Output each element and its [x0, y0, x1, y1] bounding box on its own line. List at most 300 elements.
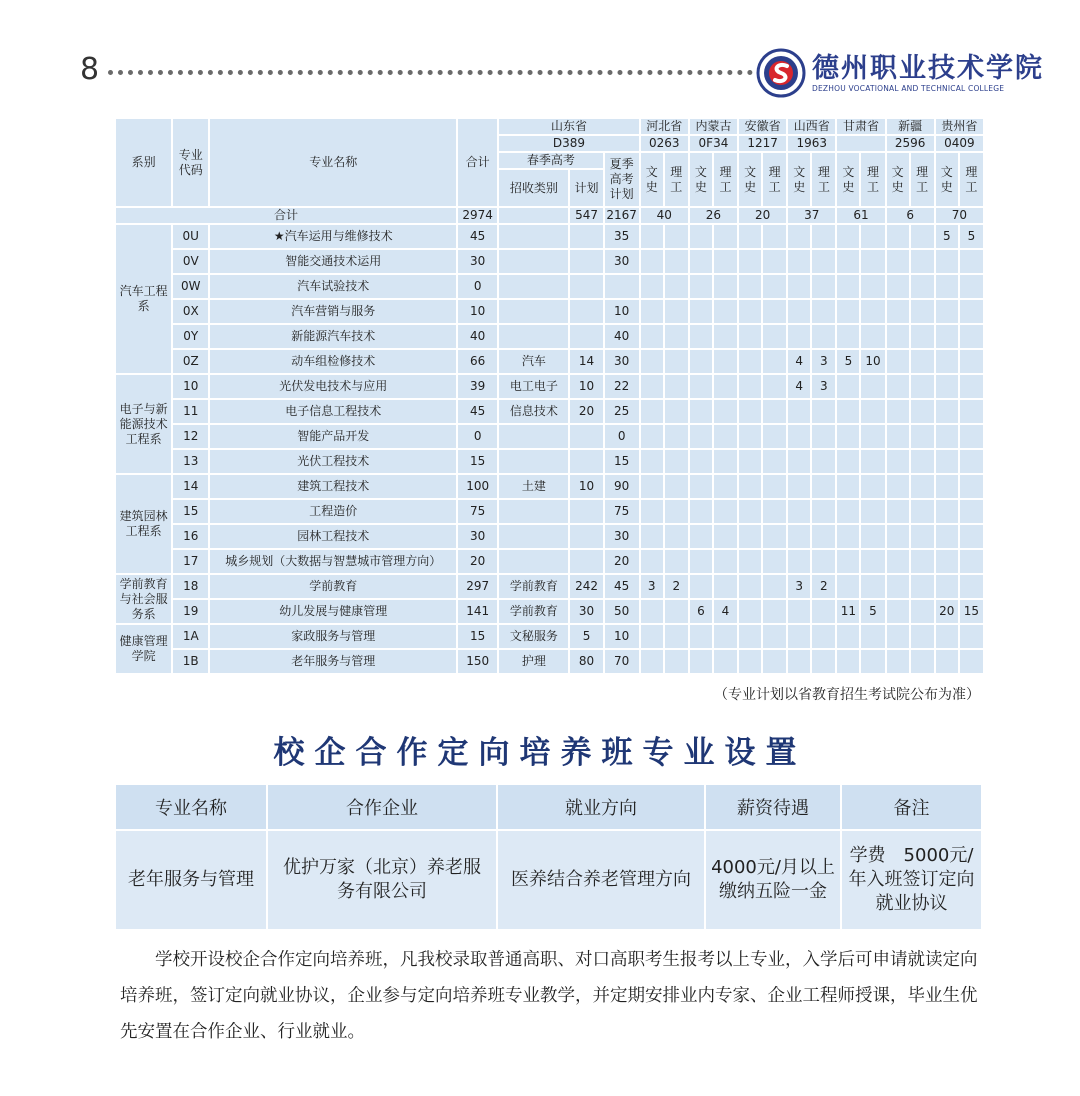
- summer-plan-cell: 22: [604, 374, 640, 399]
- province-plan-cell: [910, 249, 935, 274]
- province-plan-cell: [689, 499, 713, 524]
- province-plan-cell: [762, 624, 787, 649]
- province-plan-cell: 11: [836, 599, 860, 624]
- header-ligong: 理工: [664, 152, 689, 207]
- province-plan-cell: [738, 349, 762, 374]
- province-plan-cell: [836, 624, 860, 649]
- province-plan-cell: [664, 224, 689, 249]
- header-code: 专业代码: [172, 118, 209, 207]
- major-name-cell: 智能产品开发: [209, 424, 457, 449]
- plan-row: [115, 624, 984, 649]
- header-ligong: 理工: [860, 152, 885, 207]
- province-plan-cell: [935, 499, 959, 524]
- plan-row: [115, 249, 984, 274]
- province-plan-cell: [836, 299, 860, 324]
- coop-section-title: 校企合作定向培养班专业设置: [273, 735, 807, 771]
- major-total-cell: 100: [457, 474, 498, 499]
- header-shandong-code: D389: [498, 135, 639, 152]
- plan-row: [115, 449, 984, 474]
- province-plan-cell: [664, 324, 689, 349]
- province-plan-cell: [738, 524, 762, 549]
- province-plan-cell: [910, 474, 935, 499]
- dept-cell: 建筑园林工程系: [115, 474, 172, 574]
- province-plan-cell: [664, 349, 689, 374]
- province-plan-cell: [935, 399, 959, 424]
- province-plan-cell: [935, 374, 959, 399]
- province-plan-cell: [860, 224, 885, 249]
- province-plan-cell: [910, 274, 935, 299]
- spring-category-cell: 电工电子: [498, 374, 569, 399]
- spring-category-cell: 文秘服务: [498, 624, 569, 649]
- header-ligong: 理工: [713, 152, 738, 207]
- province-plan-cell: [640, 649, 664, 674]
- province-plan-cell: [886, 624, 910, 649]
- province-plan-cell: [787, 299, 811, 324]
- major-total-cell: 10: [457, 299, 498, 324]
- province-plan-cell: [959, 474, 984, 499]
- province-plan-cell: [935, 324, 959, 349]
- province-plan-cell: [935, 649, 959, 674]
- spring-category-cell: [498, 274, 569, 299]
- plan-row: [115, 324, 984, 349]
- province-plan-cell: [959, 324, 984, 349]
- province-plan-cell: [762, 449, 787, 474]
- header-wenshi: 文史: [738, 152, 762, 207]
- header-province-6: 贵州省: [935, 118, 984, 135]
- major-total-cell: 0: [457, 424, 498, 449]
- province-plan-cell: [959, 399, 984, 424]
- plan-row: [115, 299, 984, 324]
- province-plan-cell: [910, 299, 935, 324]
- province-plan-cell: [689, 274, 713, 299]
- plan-note: （专业计划以省教育招生考试院公布为准）: [714, 687, 980, 703]
- major-total-cell: 20: [457, 549, 498, 574]
- province-plan-cell: [762, 599, 787, 624]
- major-code-cell: 12: [172, 424, 209, 449]
- header-dotted-rule: [108, 70, 753, 75]
- province-plan-cell: [836, 549, 860, 574]
- spring-plan-cell: 30: [569, 599, 603, 624]
- province-plan-cell: [836, 649, 860, 674]
- summer-plan-cell: 50: [604, 599, 640, 624]
- province-plan-cell: [811, 249, 836, 274]
- province-plan-cell: [787, 249, 811, 274]
- province-plan-cell: [762, 374, 787, 399]
- province-plan-cell: [959, 524, 984, 549]
- province-plan-cell: [836, 324, 860, 349]
- province-plan-cell: [713, 549, 738, 574]
- province-plan-cell: [935, 274, 959, 299]
- province-plan-cell: [935, 474, 959, 499]
- header-spring: 春季高考: [498, 152, 603, 169]
- coop-header-row: [115, 784, 982, 830]
- plan-row: [115, 224, 984, 249]
- province-plan-cell: [664, 649, 689, 674]
- province-plan-cell: [935, 524, 959, 549]
- header-province-code-6: 0409: [935, 135, 984, 152]
- province-plan-cell: [787, 624, 811, 649]
- province-plan-cell: [860, 449, 885, 474]
- province-plan-cell: [935, 299, 959, 324]
- province-plan-cell: 2: [664, 574, 689, 599]
- province-plan-cell: [910, 224, 935, 249]
- province-plan-cell: [640, 424, 664, 449]
- summer-plan-cell: 30: [604, 249, 640, 274]
- enrollment-plan-table: [114, 117, 985, 675]
- province-plan-cell: [811, 499, 836, 524]
- college-name-en: DEZHOU VOCATIONAL AND TECHNICAL COLLEGE: [812, 83, 1005, 93]
- province-plan-cell: [689, 399, 713, 424]
- province-plan-cell: [762, 399, 787, 424]
- province-plan-cell: [664, 249, 689, 274]
- spring-plan-cell: [569, 549, 603, 574]
- province-plan-cell: [886, 249, 910, 274]
- province-plan-cell: 10: [860, 349, 885, 374]
- province-plan-cell: [640, 224, 664, 249]
- province-plan-cell: [886, 474, 910, 499]
- header-province-code-2: 1217: [738, 135, 787, 152]
- coop-cell-direction: 医养结合养老管理方向: [497, 830, 705, 930]
- total-row-province-6: 70: [935, 207, 984, 224]
- province-plan-cell: 5: [959, 224, 984, 249]
- coop-header-direction: 就业方向: [497, 784, 705, 830]
- spring-plan-cell: 80: [569, 649, 603, 674]
- province-plan-cell: [959, 274, 984, 299]
- total-row-province-2: 20: [738, 207, 787, 224]
- header-wenshi: 文史: [640, 152, 664, 207]
- province-plan-cell: [738, 649, 762, 674]
- spring-category-cell: 土建: [498, 474, 569, 499]
- major-code-cell: 0V: [172, 249, 209, 274]
- province-plan-cell: [959, 574, 984, 599]
- summer-plan-cell: 40: [604, 324, 640, 349]
- spring-category-cell: [498, 299, 569, 324]
- province-plan-cell: [738, 249, 762, 274]
- major-total-cell: 15: [457, 449, 498, 474]
- province-plan-cell: [738, 224, 762, 249]
- province-plan-cell: [886, 549, 910, 574]
- province-plan-cell: [738, 549, 762, 574]
- province-plan-cell: [886, 599, 910, 624]
- major-code-cell: 0Y: [172, 324, 209, 349]
- plan-row: [115, 474, 984, 499]
- province-plan-cell: [787, 399, 811, 424]
- major-name-cell: 动车组检修技术: [209, 349, 457, 374]
- province-plan-cell: [886, 574, 910, 599]
- province-plan-cell: [713, 424, 738, 449]
- major-total-cell: 141: [457, 599, 498, 624]
- province-plan-cell: [689, 224, 713, 249]
- major-name-cell: 汽车营销与服务: [209, 299, 457, 324]
- major-total-cell: 75: [457, 499, 498, 524]
- plan-row: [115, 524, 984, 549]
- province-plan-cell: 3: [811, 349, 836, 374]
- province-plan-cell: 5: [935, 224, 959, 249]
- summer-plan-cell: 30: [604, 524, 640, 549]
- major-code-cell: 16: [172, 524, 209, 549]
- province-plan-cell: [787, 649, 811, 674]
- province-plan-cell: [664, 299, 689, 324]
- province-plan-cell: [664, 374, 689, 399]
- major-code-cell: 0X: [172, 299, 209, 324]
- province-plan-cell: [787, 449, 811, 474]
- province-plan-cell: [787, 224, 811, 249]
- summer-plan-cell: 0: [604, 424, 640, 449]
- major-name-cell: 家政服务与管理: [209, 624, 457, 649]
- province-plan-cell: [689, 524, 713, 549]
- summer-plan-cell: 30: [604, 349, 640, 374]
- province-plan-cell: [664, 274, 689, 299]
- province-plan-cell: [762, 524, 787, 549]
- province-plan-cell: [935, 249, 959, 274]
- province-plan-cell: [860, 399, 885, 424]
- header-plan: 计划: [569, 169, 603, 207]
- spring-plan-cell: [569, 249, 603, 274]
- province-plan-cell: [886, 374, 910, 399]
- province-plan-cell: 2: [811, 574, 836, 599]
- province-plan-cell: 3: [811, 374, 836, 399]
- summer-plan-cell: 10: [604, 624, 640, 649]
- province-plan-cell: [959, 449, 984, 474]
- province-plan-cell: 15: [959, 599, 984, 624]
- province-plan-cell: [959, 549, 984, 574]
- province-plan-cell: [762, 474, 787, 499]
- header-wenshi: 文史: [935, 152, 959, 207]
- total-row-total: 2974: [457, 207, 498, 224]
- province-plan-cell: [836, 424, 860, 449]
- college-logo: [756, 48, 1044, 98]
- province-plan-cell: [811, 274, 836, 299]
- header-province-code-5: 2596: [886, 135, 935, 152]
- spring-plan-cell: 10: [569, 374, 603, 399]
- province-plan-cell: 5: [860, 599, 885, 624]
- province-plan-cell: [713, 399, 738, 424]
- total-row-label: 合计: [115, 207, 457, 224]
- province-plan-cell: [640, 549, 664, 574]
- plan-row: [115, 499, 984, 524]
- summer-plan-cell: 35: [604, 224, 640, 249]
- province-plan-cell: [713, 299, 738, 324]
- header-ligong: 理工: [910, 152, 935, 207]
- province-plan-cell: [787, 549, 811, 574]
- province-plan-cell: [935, 624, 959, 649]
- spring-plan-cell: 20: [569, 399, 603, 424]
- spring-category-cell: [498, 499, 569, 524]
- province-plan-cell: [910, 599, 935, 624]
- province-plan-cell: [811, 524, 836, 549]
- province-plan-cell: [664, 474, 689, 499]
- major-code-cell: 1A: [172, 624, 209, 649]
- plan-row: [115, 424, 984, 449]
- province-plan-cell: [762, 224, 787, 249]
- province-plan-cell: [886, 349, 910, 374]
- summer-plan-cell: 10: [604, 299, 640, 324]
- province-plan-cell: [738, 399, 762, 424]
- header-wenshi: 文史: [886, 152, 910, 207]
- province-plan-cell: [959, 349, 984, 374]
- spring-category-cell: 护理: [498, 649, 569, 674]
- province-plan-cell: 4: [713, 599, 738, 624]
- summer-plan-cell: 20: [604, 549, 640, 574]
- spring-plan-cell: [569, 449, 603, 474]
- province-plan-cell: [640, 349, 664, 374]
- plan-row: [115, 374, 984, 399]
- major-name-cell: 幼儿发展与健康管理: [209, 599, 457, 624]
- coop-cell-remark: 学费 5000元/年入班签订定向就业协议: [841, 830, 982, 930]
- major-total-cell: 150: [457, 649, 498, 674]
- province-plan-cell: [640, 299, 664, 324]
- major-total-cell: 39: [457, 374, 498, 399]
- spring-category-cell: 学前教育: [498, 599, 569, 624]
- province-plan-cell: [860, 249, 885, 274]
- summer-plan-cell: 75: [604, 499, 640, 524]
- plan-row: [115, 574, 984, 599]
- province-plan-cell: [935, 424, 959, 449]
- province-plan-cell: 4: [787, 349, 811, 374]
- plan-row: [115, 549, 984, 574]
- province-plan-cell: [860, 299, 885, 324]
- province-plan-cell: [787, 599, 811, 624]
- province-plan-cell: [689, 549, 713, 574]
- plan-row: [115, 274, 984, 299]
- province-plan-cell: [886, 399, 910, 424]
- province-plan-cell: 6: [689, 599, 713, 624]
- total-row-province-1: 26: [689, 207, 738, 224]
- college-name-cn: 德州职业技术学院: [812, 52, 1044, 84]
- province-plan-cell: [713, 274, 738, 299]
- province-plan-cell: [762, 349, 787, 374]
- header-province-1: 内蒙古: [689, 118, 738, 135]
- spring-category-cell: 信息技术: [498, 399, 569, 424]
- major-code-cell: 19: [172, 599, 209, 624]
- spring-plan-cell: 14: [569, 349, 603, 374]
- province-plan-cell: [762, 274, 787, 299]
- province-plan-cell: [713, 574, 738, 599]
- province-plan-cell: [886, 499, 910, 524]
- province-plan-cell: [959, 649, 984, 674]
- province-plan-cell: [713, 499, 738, 524]
- province-plan-cell: [689, 374, 713, 399]
- province-plan-cell: [738, 424, 762, 449]
- major-name-cell: ★汽车运用与维修技术: [209, 224, 457, 249]
- spring-category-cell: 汽车: [498, 349, 569, 374]
- province-plan-cell: [860, 324, 885, 349]
- major-name-cell: 光伏工程技术: [209, 449, 457, 474]
- coop-body-row: [115, 830, 982, 930]
- province-plan-cell: [640, 599, 664, 624]
- province-plan-cell: [664, 499, 689, 524]
- province-plan-cell: [811, 399, 836, 424]
- province-plan-cell: [910, 524, 935, 549]
- province-plan-cell: [959, 249, 984, 274]
- province-plan-cell: [689, 349, 713, 374]
- coop-cell-salary: 4000元/月以上缴纳五险一金: [705, 830, 841, 930]
- province-plan-cell: [640, 249, 664, 274]
- spring-plan-cell: 10: [569, 474, 603, 499]
- spring-category-cell: [498, 449, 569, 474]
- province-plan-cell: [689, 624, 713, 649]
- province-plan-cell: [689, 249, 713, 274]
- province-plan-cell: [836, 524, 860, 549]
- spring-plan-cell: [569, 274, 603, 299]
- province-plan-cell: [836, 249, 860, 274]
- province-plan-cell: [689, 299, 713, 324]
- province-plan-cell: [910, 624, 935, 649]
- province-plan-cell: [836, 374, 860, 399]
- province-plan-cell: [910, 449, 935, 474]
- major-name-cell: 电子信息工程技术: [209, 399, 457, 424]
- header-wenshi: 文史: [787, 152, 811, 207]
- header-ligong: 理工: [811, 152, 836, 207]
- province-plan-cell: [959, 499, 984, 524]
- summer-plan-cell: 15: [604, 449, 640, 474]
- major-code-cell: 11: [172, 399, 209, 424]
- province-plan-cell: [713, 324, 738, 349]
- province-plan-cell: [713, 249, 738, 274]
- summer-plan-cell: 90: [604, 474, 640, 499]
- province-plan-cell: [910, 349, 935, 374]
- province-plan-cell: [762, 549, 787, 574]
- province-plan-cell: [762, 424, 787, 449]
- spring-category-cell: [498, 549, 569, 574]
- header-wenshi: 文史: [689, 152, 713, 207]
- major-code-cell: 13: [172, 449, 209, 474]
- header-province-5: 新疆: [886, 118, 935, 135]
- province-plan-cell: [860, 624, 885, 649]
- province-plan-cell: [935, 449, 959, 474]
- major-total-cell: 40: [457, 324, 498, 349]
- province-plan-cell: [713, 374, 738, 399]
- province-plan-cell: [910, 649, 935, 674]
- province-plan-cell: [787, 424, 811, 449]
- major-name-cell: 工程造价: [209, 499, 457, 524]
- province-plan-cell: [664, 424, 689, 449]
- province-plan-cell: [836, 574, 860, 599]
- dept-cell: 电子与新能源技术工程系: [115, 374, 172, 474]
- province-plan-cell: [738, 324, 762, 349]
- province-plan-cell: [738, 474, 762, 499]
- major-code-cell: 14: [172, 474, 209, 499]
- province-plan-cell: [787, 499, 811, 524]
- summer-plan-cell: 25: [604, 399, 640, 424]
- major-total-cell: 15: [457, 624, 498, 649]
- province-plan-cell: [836, 399, 860, 424]
- spring-plan-cell: [569, 299, 603, 324]
- coop-cell-company: 优护万家（北京）养老服务有限公司: [267, 830, 497, 930]
- province-plan-cell: [935, 574, 959, 599]
- province-plan-cell: [738, 599, 762, 624]
- spring-plan-cell: 242: [569, 574, 603, 599]
- province-plan-cell: [811, 299, 836, 324]
- total-row-province-5: 6: [886, 207, 935, 224]
- province-plan-cell: [836, 499, 860, 524]
- total-row-province-0: 40: [640, 207, 689, 224]
- province-plan-cell: [860, 649, 885, 674]
- province-plan-cell: [689, 324, 713, 349]
- province-plan-cell: 3: [787, 574, 811, 599]
- province-plan-cell: [713, 474, 738, 499]
- major-total-cell: 297: [457, 574, 498, 599]
- province-plan-cell: [811, 424, 836, 449]
- province-plan-cell: [860, 424, 885, 449]
- province-plan-cell: [762, 649, 787, 674]
- spring-category-cell: [498, 424, 569, 449]
- coop-header-salary: 薪资待遇: [705, 784, 841, 830]
- province-plan-cell: [836, 474, 860, 499]
- province-plan-cell: [910, 549, 935, 574]
- major-code-cell: 0Z: [172, 349, 209, 374]
- summer-plan-cell: 70: [604, 649, 640, 674]
